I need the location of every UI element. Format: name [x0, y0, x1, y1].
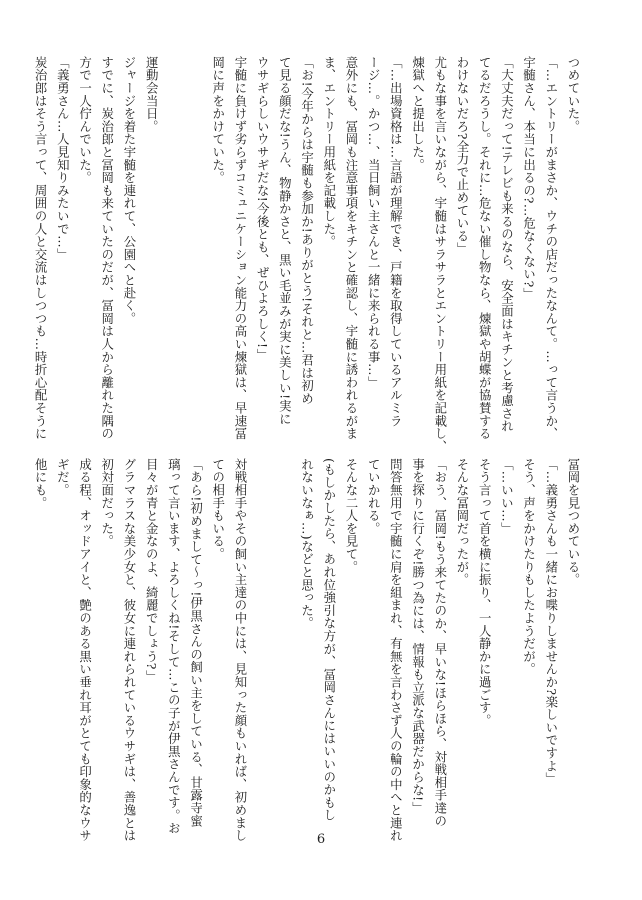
text-line: そう言って首を横に振り、一人静かに過ごす。 — [477, 458, 493, 727]
text-line: 「…いい…」 — [499, 458, 515, 535]
text-line: 「お!今年からは宇髄も参加か!ありがとう!それと…君は初め — [299, 56, 315, 405]
text-line: そんな冨岡だったが。 — [454, 458, 470, 586]
text-line: 「…義勇さんも一緒にお喋りしませんか?楽しいですよ」 — [543, 458, 559, 786]
text-line: ウサギらしいウサギだな!今後とも、ぜひよろしく!」 — [255, 56, 271, 362]
text-line: 初対面だった。 — [99, 458, 115, 548]
text-line: 「大丈夫だって!テレビも来るのなら、安全面はキチンと考慮され — [499, 56, 515, 433]
text-line — [251, 458, 273, 818]
text-line: てるだろうし。それに…危ない催し物なら、煉獄や胡蝶が協賛する — [477, 56, 493, 440]
text-line: (もしかしたら、あれ位強引な方が、冨岡さんにはいいのかもし — [321, 458, 337, 822]
text-line — [273, 458, 295, 818]
text-line: 宇髄さん、本当に出るの?…危なくない?」 — [521, 56, 537, 301]
text-line: 他にも。 — [33, 458, 49, 510]
text-line: 「あら!初めまして〜っ!伊黒さんの飼い主をしている、甘露寺蜜 — [188, 458, 204, 828]
text-line: 方で一人佇んでいた。 — [77, 56, 93, 184]
text-line: すでに、炭治郎と冨岡も来ていたのだが、冨岡は人から離れた隅の — [99, 56, 115, 440]
text-line: 尤もな事を言いながら、宇髄はサラサラとエントリー用紙を記載し、 — [432, 56, 448, 453]
text-line: ージ…。かつ…、当日飼い主さんと一緒に来られる事…」 — [366, 56, 382, 389]
text-line: 炭治郎はそう言って、周囲の人と交流はしつつも…時折心配そうに — [33, 56, 49, 440]
text-line: つめていた。 — [566, 56, 581, 133]
text-line: 岡に声をかけていた。 — [210, 56, 226, 184]
text-line: て見る顔だな!うん、物静かさと、黒い毛並みが実に美しい!実に — [277, 56, 293, 426]
text-line — [184, 56, 206, 356]
text-line: 「…出場資格は…言語が理解でき、戸籍を取得しているアルミラ — [388, 56, 404, 428]
text-line: グラマラスな美少女と、彼女に連れられているウサギは、善逸とは — [121, 458, 137, 842]
text-line: 事を探りに行くぞ!勝つ為には、情報も立派な武器だからな!」 — [410, 458, 426, 815]
text-line: 「おう、冨岡!もう来てたのか、早いな!ほらほら、対戦相手達の — [432, 458, 448, 828]
text-line: わけないだろ?全力で止めている」 — [454, 56, 470, 256]
text-line: 「義勇さん…人見知りみたいで…」 — [55, 56, 71, 261]
text-line: 冨岡を見つめている。 — [566, 458, 581, 586]
text-line — [162, 56, 184, 356]
text-line: 宇髄に負けず劣らずコミュニケーション能力の高い煉獄は、早速冨 — [232, 56, 248, 440]
text-line: れないなぁ…)などと思った。 — [299, 458, 315, 630]
text-line: 煉獄へと提出した。 — [410, 56, 426, 172]
text-line: 問答無用で宇髄に肩を組まれ、有無を言わさず人の輪の中へと連れ — [388, 458, 404, 842]
text-line: 「…エントリーがまさか、ウチの店だったなんて。…って言うか、 — [543, 56, 559, 440]
text-block-bottom — [33, 458, 584, 842]
text-line: ジャージを着た宇髄を連れて、公園へと赴く。 — [121, 56, 137, 325]
text-line: 璃って言います、よろしくね!そして…この子が伊黒さんです。お — [166, 458, 182, 835]
text-line: ギだ。 — [55, 458, 71, 497]
text-line: ての相手もいる。 — [210, 458, 226, 561]
text-line: 運動会当日。 — [144, 56, 160, 133]
text-line: 対戦相手やその飼い主達の中には、見知った顔もいれば、初めまし — [232, 458, 248, 842]
text-block-top — [33, 56, 584, 453]
text-line: ま、エントリー用紙を記載した。 — [321, 56, 337, 248]
text-line: 意外にも、冨岡も注意事項をキチンと確認し、宇髄に誘われるがま — [343, 56, 359, 440]
page-number: 6 — [316, 832, 326, 847]
text-line: そう、声をかけたりもしたようだが。 — [521, 458, 537, 676]
text-line: そんな二人を見て。 — [343, 458, 359, 574]
text-line: ていかれる。 — [366, 458, 382, 535]
text-line: 成る程、オッドアイと、艶のある黒い垂れ耳がとても印象的なウサ — [77, 458, 93, 842]
text-line: 目々が青と金なのよ、綺麗でしょう?」 — [144, 458, 160, 683]
